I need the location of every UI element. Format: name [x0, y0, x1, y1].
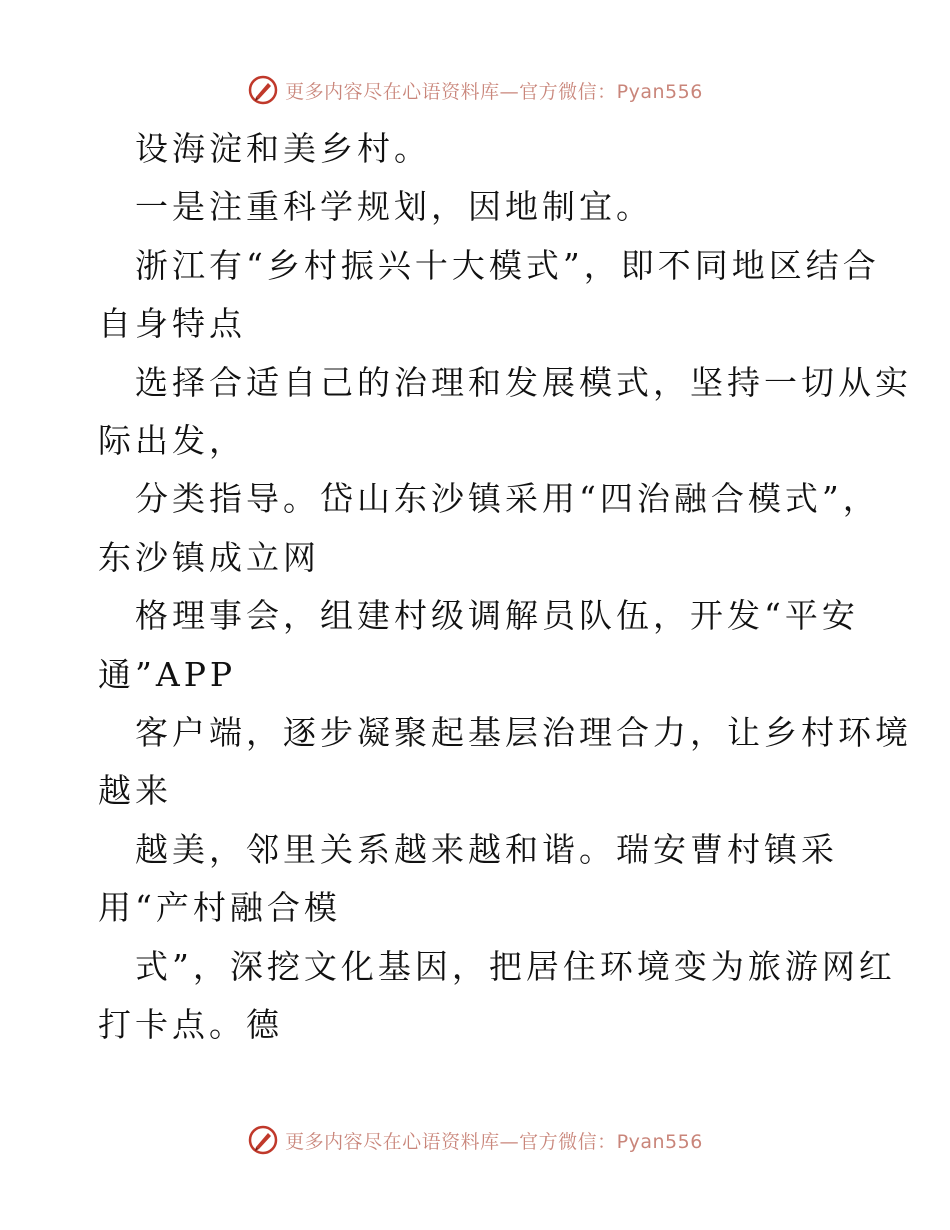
text-line: 一是注重科学规划，因地制宜。 [135, 187, 653, 227]
text-line: 设海淀和美乡村。 [135, 129, 431, 168]
wechat-id: Pyan556 [616, 1130, 703, 1153]
banner-text: 更多内容尽在心语资料库—官方微信：Pyan556 [285, 80, 703, 103]
wechat-id: Pyan556 [616, 80, 703, 103]
text-line: 越美，邻里关系越来越和谐。瑞安曹村镇采 [135, 829, 838, 869]
pen-logo-icon [247, 1124, 279, 1156]
text-line: 选择合适自己的治理和发展模式，坚持一切从实 [135, 362, 912, 402]
text-line: 自身特点 [98, 304, 246, 344]
pen-logo-icon [247, 74, 279, 106]
text-line: 越来 [98, 771, 172, 811]
banner-text: 更多内容尽在心语资料库—官方微信：Pyan556 [285, 1130, 703, 1153]
text-line: 打卡点。德 [98, 1005, 283, 1044]
text-line: 式”，深挖文化基因，把居住环境变为旅游网红 [135, 946, 896, 986]
text-line: 通”APP [98, 654, 237, 694]
text-line: 用“产村融合模 [98, 888, 341, 928]
text-line: 浙江有“乡村振兴十大模式”，即不同地区结合 [135, 245, 880, 285]
text-line: 格理事会，组建村级调解员队伍，开发“平安 [135, 596, 859, 636]
text-line: 分类指导。岱山东沙镇采用“四治融合模式”， [135, 479, 880, 519]
text-line: 东沙镇成立网 [98, 537, 320, 577]
text-line: 际出发， [98, 421, 246, 460]
text-line: 客户端，逐步凝聚起基层治理合力，让乡村环境 [135, 713, 912, 752]
header-watermark-banner [0, 70, 950, 110]
footer-watermark-banner [0, 1120, 950, 1160]
